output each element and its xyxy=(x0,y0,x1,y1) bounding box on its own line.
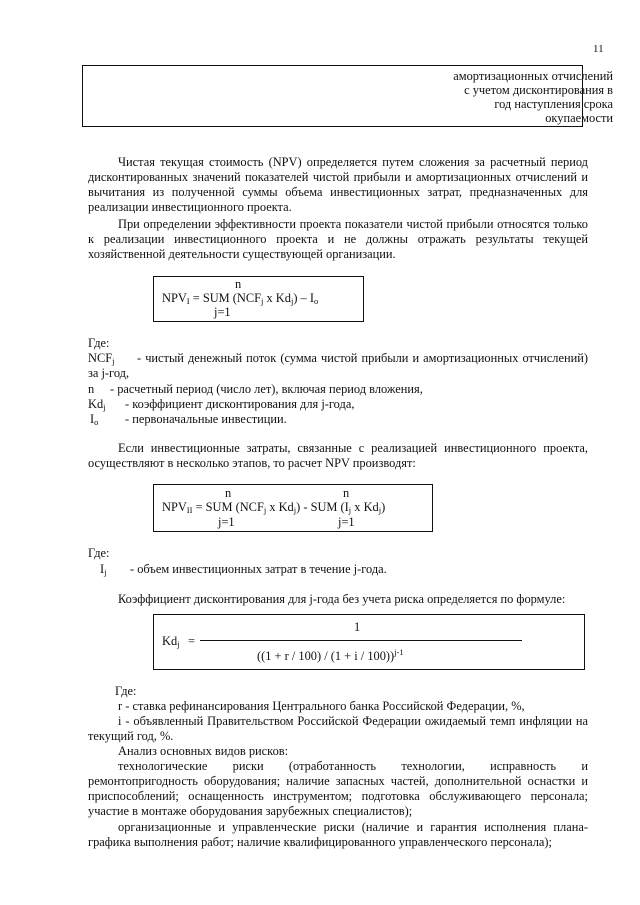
sum-lower-limit: j=1 xyxy=(338,515,355,529)
risks-heading: Анализ основных видов рисков: xyxy=(118,744,289,758)
kd-symbol: $Kd_j$ xyxy=(88,397,106,412)
r-definition: r - ставка рефинансирования Центрального банка Российской Федерации, %, xyxy=(118,699,525,713)
header-line: с учетом дисконтирования в xyxy=(464,83,613,97)
header-line: окупаемости xyxy=(545,111,613,125)
n-description: - расчетный период (число лет), включая период вложения, xyxy=(110,382,423,396)
sum-upper-limit: n xyxy=(235,277,242,291)
sum-upper-limit: n xyxy=(343,486,350,500)
ij-symbol: $I_j$ xyxy=(100,562,107,577)
denominator: $((1 + r / 100) / (1 + i / 100))^{j-1}$ xyxy=(257,647,404,663)
sum-lower-limit: j=1 xyxy=(214,305,231,319)
sum-upper-limit: n xyxy=(225,486,232,500)
page-number: 11 xyxy=(593,43,604,55)
io-symbol: $I_o$ xyxy=(90,412,99,427)
n-symbol: n xyxy=(88,382,95,396)
ij-description: - объем инвестиционных затрат в течение j-года. xyxy=(130,562,387,576)
i-definition: i - объявленный Правительством Российской Федерации ожидаемый темп инфляции на текущий год, %. xyxy=(88,714,588,743)
numerator: 1 xyxy=(354,620,361,634)
kd-lhs: $Kd_j$ xyxy=(162,634,180,649)
npv-definition-paragraph: Чистая текущая стоимость (NPV) определяется путем сложения за расчетный период дисконтированных значений показателей чистой прибыли и амортизационных отчислений и вычитания из полученной суммы объема инвестиционных затрат, предназначенных для реализации инвестиционного проекта. xyxy=(88,155,588,214)
organizational-risks-paragraph: организационные и управленческие риски (наличие и гарантия исполнения плана-графика выполнения работ; наличие квалифицированного управленческого персонала); xyxy=(88,820,588,849)
npv-formula-2: $NPV_{II}$ = SUM ($NCF_j$ x $Kd_j$) - SUM ($I_j$ x $Kd_j$) xyxy=(162,500,386,515)
equals-sign: = xyxy=(188,634,195,648)
io-description: - первоначальные инвестиции. xyxy=(125,412,287,426)
sum-lower-limit: j=1 xyxy=(218,515,235,529)
header-line: год наступления срока xyxy=(494,97,613,111)
where-label-1: Где: xyxy=(88,336,110,350)
npv-formula-1-box xyxy=(153,276,364,322)
header-table-cell xyxy=(82,65,613,127)
header-table-text xyxy=(423,69,613,125)
technological-risks-paragraph: технологические риски (отработанность технологии, исправность и ремонтопригодность оборудования; наличие запасных частей, дополнительной оснастки и приспособлений; оснащенность инструментом; подготовка обслуживающего персонала; участие в монтаже оборудования зарубежных специалистов); xyxy=(88,759,588,818)
header-line: амортизационных отчислений xyxy=(453,69,613,83)
discount-factor-paragraph: Коэффициент дисконтирования для j-года без учета риска определяется по формуле: xyxy=(118,592,566,606)
where-label-2: Где: xyxy=(88,546,110,560)
kd-description: - коэффициент дисконтирования для j-года, xyxy=(125,397,355,411)
fraction-bar xyxy=(200,640,522,641)
discount-formula-box xyxy=(153,614,585,670)
npv-formula-2-box xyxy=(153,484,433,532)
npv-formula-1: $NPV_I$ = SUM ($NCF_j$ x $Kd_j) - I_o$ xyxy=(162,291,319,306)
ncf-description: - чистый денежный поток (сумма чистой прибыли и амортизационных отчислений) за j-год, xyxy=(88,351,588,380)
ncf-symbol: $NCF_j$ xyxy=(88,351,115,366)
profit-paragraph: При определении эффективности проекта показатели чистой прибыли относятся только к реализации инвестиционного проекта и не должны отражать результаты текущей хозяйственной деятельности существующей организации. xyxy=(88,217,588,261)
staged-investment-paragraph: Если инвестиционные затраты, связанные с реализацией инвестиционного проекта, осуществляют в несколько этапов, то расчет NPV производят: xyxy=(88,441,588,470)
where-label-3: Где: xyxy=(115,684,137,698)
